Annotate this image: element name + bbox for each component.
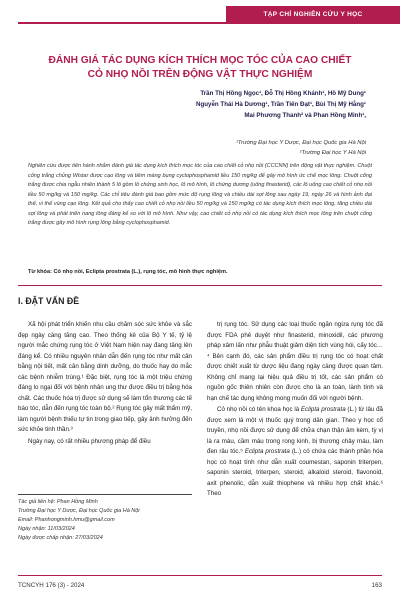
latin-name: Eclipta prostrata — [244, 448, 290, 455]
footer-rule — [18, 575, 382, 576]
received-date: Ngày nhận: 11/03/2024 — [18, 526, 75, 532]
paragraph: trị rụng tóc. Sử dụng các loại thuốc ngăn ngừa rụng tóc đã được FDA phê duyệt như finasterid, minoxidil, các phương pháp xâm lấn như phẫu thuật giảm diện tích vùng hói, cấy tóc… ⁴ Bên cạnh đó, các sản phẩm điều trị rụng tóc có hoạt chất được chiết xuất từ dược liệu đang ngày càng được quan tâm. Không chỉ mang lại hiệu quả điều trị tốt, các sản phẩm có nguồn gốc thiên nhiên còn được cho là an toàn, lành tính và hạn chế tác dụng không mong muốn đối với người bệnh. — [207, 321, 383, 402]
body-column-right — [207, 320, 383, 500]
journal-name: TẠP CHÍ NGHIÊN CỨU Y HỌC — [263, 10, 363, 18]
corresponding-email: Email: Phanhongminh.hmu@gmail.com — [18, 517, 115, 523]
correspondence-rule — [18, 494, 192, 495]
correspondence-block — [18, 498, 192, 543]
authors-line-3: Mai Phương Thanh² và Phan Hồng Minh¹, — [244, 112, 366, 120]
header-rule — [18, 22, 400, 24]
affiliation-2: ²Trường Đại học Y Hà Nội — [299, 150, 366, 156]
journal-header-tab — [226, 6, 400, 22]
body-column-left — [18, 320, 192, 447]
text-run: (L.) có chứa các thành phần hóa học có hoạt tính như dẫn xuất coumestan, saponin triterpen, saponin steroid, triterpen, steroid, alkaloid steroid, flavonoid, axit phenolic, dẫn xuất thiophene và nhiều hợp chất khác.⁶ Theo — [207, 448, 383, 497]
section-heading: I. ĐẶT VẤN ĐỀ — [18, 296, 80, 306]
keywords: Từ khóa: Cỏ nhọ nồi, Eclipta prostrata (L.), rụng tóc, mô hình thực nghiệm. — [28, 269, 228, 275]
latin-name: Eclipta prostrata — [300, 406, 346, 413]
author-list — [26, 88, 366, 122]
text-run: Cỏ nhọ nồi có tên khoa học là — [217, 406, 301, 413]
keywords-rule — [18, 285, 382, 286]
corresponding-author: Tác giả liên hệ: Phan Hồng Minh — [18, 499, 98, 505]
corresponding-affiliation: Trường Đại học Y Dược, Đại học Quốc gia Hà Nội — [18, 508, 140, 514]
article-title — [24, 54, 376, 82]
journal-reference: TCNCYH 176 (3) - 2024 — [18, 582, 85, 589]
text-run: (L.) từ lâu đã được xem là một vị thuốc quý trong dân gian. Theo y học cổ truyền, nhọ nồi được sử dụng để chữa chạn thận âm kém, tỳ vị là ra máu, cầm máu trong rong kinh, bị thương chảy máu, làm đen râu tóc.⁵ — [207, 406, 383, 455]
affiliation-1: ¹Trường Đại học Y Dược, Đại học Quốc gia Hà Nội — [235, 140, 366, 146]
abstract: Nghiên cứu được tiến hành nhằm đánh giá tác dụng kích thích mọc tóc của cao chiết cỏ nhọ nồi (CCCNN) trên động vật thực nghiệm. Chuột cống trắng chủng Wistar được cạo lông và tiêm màng bụng cyclophosphamid liều 150 mg/kg để gây mô hình ức chế mọc lông. Chuột cống trắng được chia ngẫu nhiên thành 5 lô gồm lô chứng sinh học, lô mô hình, lô chứng dương (uống finasterid), các lô uống cao chiết cỏ nhọ nồi liều 50 mg/kg và 150 mg/kg. Các chỉ tiêu đánh giá bao gồm mức độ rụng lông và chiều dài sợi lông sau ngày 19, ngày 26 và hình ảnh đại thể, vi thể vùng cạo lông. Kết quả cho thấy cao chiết cỏ nhọ nồi liều 50 mg/kg và 150 mg/kg có tác dụng kích thích mọc lông, tăng chiều dài sợi lông và phát triển nang lông đáng kể so với lô mô hình. Như vậy, cao chiết cỏ nhọ nồi có tác dụng kích thích mọc lông trên chuột cống trắng được gây mô hình rụng lông bằng cyclophosphamid. — [28, 163, 372, 226]
page-number: 163 — [371, 582, 382, 589]
paragraph: Xã hội phát triển khiến nhu cầu chăm sóc sức khỏe và sắc đẹp ngày càng tăng cao. Theo thống kê của Bộ Y tế, tỷ lệ người mắc chứng rụng tóc ở Việt Nam hiện nay đang tăng lên đáng kể. Có nhiều nguyên nhân dẫn đến rụng tóc như mất cân bằng nội tiết, mất cân bằng dinh dưỡng, do thuốc hay do mắc các bệnh nhiễm trùng.¹ Đặc biệt, rụng tóc là một triệu chứng đáng lo ngại đối với bệnh nhân ung thư được điều trị bằng hóa chất. Các thuốc hóa trị được sử dụng sẽ làm tổn thương các tế bào tóc, dẫn đến rụng tóc toàn bộ.² Rụng tóc gây mất thẩm mỹ, làm người bệnh thiếu tự tin trong giao tiếp, gây ảnh hưởng đến sức khỏe tinh thần.³ — [18, 321, 192, 433]
authors-line-1: Trần Thị Hồng Ngọc¹, Đỗ Thị Hồng Khánh¹, Hồ Mỹ Dung¹ — [200, 90, 366, 97]
title-line-1: ĐÁNH GIÁ TÁC DỤNG KÍCH THÍCH MỌC TÓC CỦA CAO CHIẾT — [48, 55, 352, 66]
paragraph — [207, 405, 383, 500]
paragraph: Ngày nay, có rất nhiều phương pháp để điều — [28, 437, 151, 445]
affiliation-list — [66, 138, 366, 158]
accepted-date: Ngày được chấp nhận: 27/03/2024 — [18, 535, 103, 541]
title-line-2: CỎ NHỌ NỒI TRÊN ĐỘNG VẬT THỰC NGHIỆM — [87, 69, 313, 80]
authors-line-2: Nguyễn Thái Hà Dương¹, Trần Tiến Đạt¹, Bùi Thị Mỹ Hằng¹ — [196, 101, 366, 109]
